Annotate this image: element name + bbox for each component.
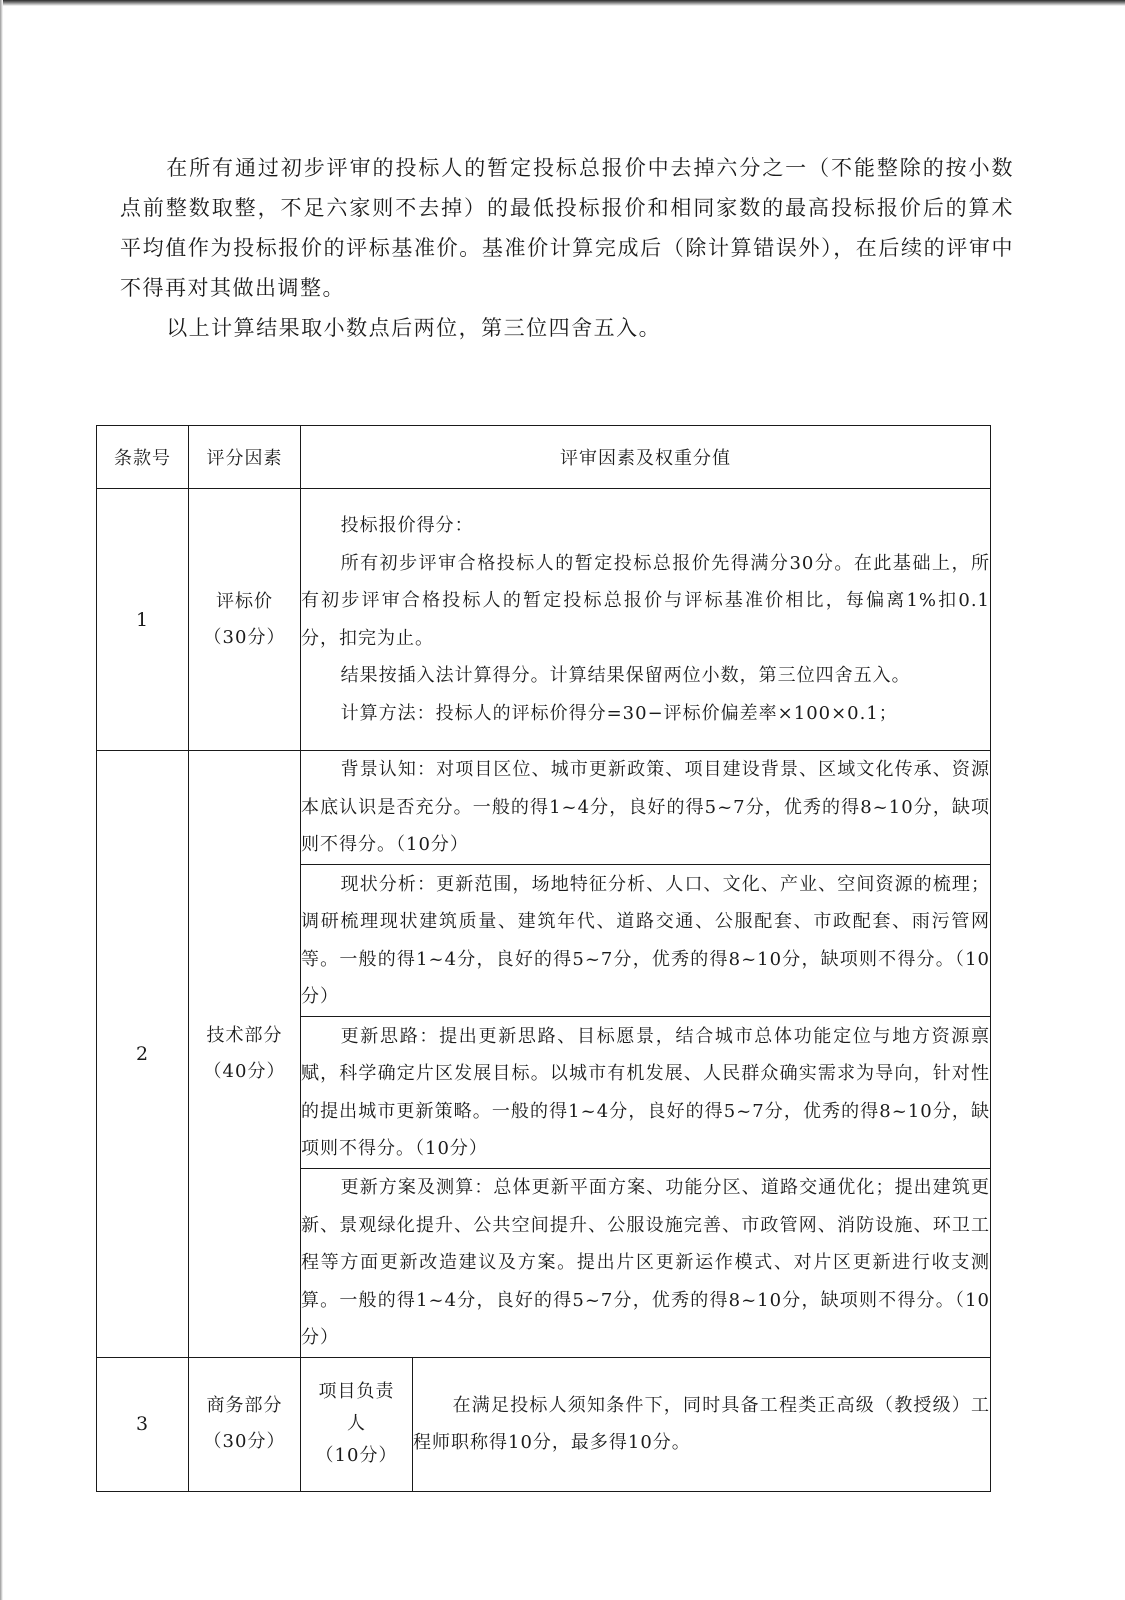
criteria-paragraph: 结果按插入法计算得分。计算结果保留两位小数，第三位四舍五入。 [340, 665, 911, 686]
criteria-item-status-analysis [301, 865, 991, 1017]
sub-factor-cell [301, 1357, 413, 1491]
intro-paragraph: 在所有通过初步评审的投标人的暂定投标总报价中去掉六分之一（不能整除的按小数点前整数取整，不足六家则不去掉）的最低投标报价和相同家数的最高投标报价后的算术平均值作为投标报价的评标基准价。基准价计算完成后（除计算错误外），在后续的评审中不得再对其做出调整。 [120, 156, 1014, 300]
factor-cell [189, 751, 301, 1358]
criteria-paragraph: 更新思路：提出更新思路、目标愿景，结合城市总体功能定位与地方资源禀赋，科学确定片区发展目标。以城市有机发展、人民群众确实需求为导向，针对性的提出城市更新策略。一般的得1~4分，良好的得5~7分，优秀的得8~10分，缺项则不得分。（10分） [301, 1025, 990, 1159]
factor-score: （30分） [203, 626, 286, 648]
criteria-item-renewal-approach [301, 1017, 991, 1169]
clause-no: 3 [97, 1357, 189, 1491]
criteria-cell [413, 1357, 991, 1491]
factor-name: 技术部分 [206, 1024, 283, 1046]
header-factor: 评分因素 [189, 426, 301, 489]
scan-edge-left [0, 0, 3, 1600]
criteria-paragraph: 所有初步评审合格投标人的暂定投标总报价先得满分30分。在此基础上，所有初步评审合格投标人的暂定投标总报价与评标基准价相比，每偏离1%扣0.1分，扣完为止。 [301, 552, 990, 649]
criteria-paragraph: 投标报价得分： [340, 515, 474, 536]
factor-cell [189, 489, 301, 751]
criteria-paragraph: 背景认知：对项目区位、城市更新政策、项目建设背景、区域文化传承、资源本底认识是否充分。一般的得1~4分，良好的得5~7分，优秀的得8~10分，缺项则不得分。（10分） [301, 759, 990, 856]
header-clause-no: 条款号 [97, 426, 189, 489]
sub-factor-name: 项目负责人 [318, 1381, 395, 1434]
scoring-table [96, 425, 991, 1492]
header-criteria: 评审因素及权重分值 [301, 426, 991, 489]
factor-cell [189, 1357, 301, 1491]
factor-name: 商务部分 [206, 1395, 283, 1416]
intro-text [120, 148, 1014, 348]
factor-name: 评标价 [216, 590, 273, 612]
scan-edge-top [0, 0, 1125, 6]
criteria-item-renewal-plan [301, 1169, 991, 1358]
criteria-paragraph: 计算方法：投标人的评标价得分=30−评标价偏差率×100×0.1； [340, 702, 898, 724]
criteria-cell [301, 489, 991, 751]
factor-score: （30分） [203, 1431, 286, 1452]
sub-factor-score: （10分） [315, 1445, 398, 1466]
criteria-paragraph: 在满足投标人须知条件下，同时具备工程类正高级（教授级）工程师职称得10分，最多得10分。 [413, 1394, 990, 1453]
table-row [97, 489, 991, 751]
table-row [97, 1357, 991, 1491]
clause-no: 1 [97, 489, 189, 751]
criteria-paragraph: 现状分析：更新范围，场地特征分析、人口、文化、产业、空间资源的梳理；调研梳理现状建筑质量、建筑年代、道路交通、公服配套、市政配套、雨污管网等。一般的得1~4分，良好的得5~7分，优秀的得8~10分，缺项则不得分。（10分） [301, 873, 990, 1007]
intro-paragraph: 以上计算结果取小数点后两位，第三位四舍五入。 [166, 316, 662, 340]
criteria-item-background [301, 751, 991, 865]
factor-score: （40分） [203, 1060, 286, 1082]
criteria-paragraph: 更新方案及测算：总体更新平面方案、功能分区、道路交通优化；提出建筑更新、景观绿化提升、公共空间提升、公服设施完善、市政管网、消防设施、环卫工程等方面更新改造建议及方案。提出片区更新运作模式、对片区更新进行收支测算。一般的得1~4分，良好的得5~7分，优秀的得8~10分，缺项则不得分。（10分） [301, 1177, 990, 1348]
table-row [97, 751, 991, 865]
table-header-row [97, 426, 991, 489]
clause-no: 2 [97, 751, 189, 1358]
